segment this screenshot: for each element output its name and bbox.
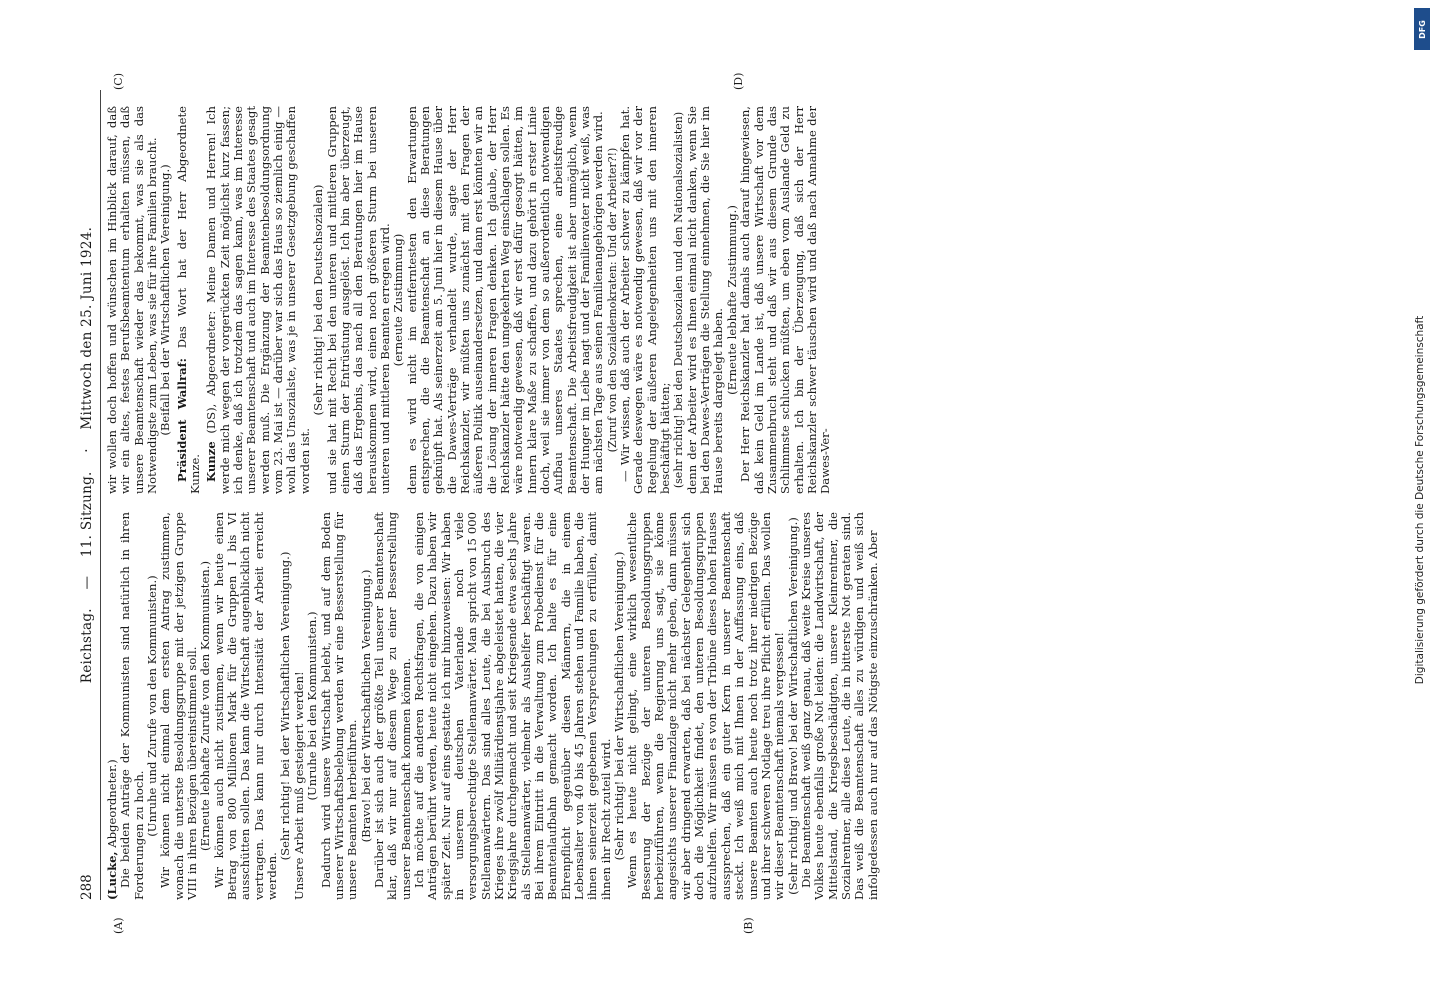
running-title: Reichstag. — 11. Sitzung. · Mittwoch den 25. Juni 1924. <box>79 226 95 684</box>
margin-mark-a: (A) <box>112 917 125 934</box>
header-left: Reichstag. <box>79 608 95 684</box>
paragraph-text: Wir können auch nicht zustimmen, wenn wir heute einen Betrag von 800 Millionen Mark für die Gruppen I bis VI ausschütten sollen. Das kann die Wirtschaft augenblicklich nicht vertragen. Das kann nur durch Intensität der Arbeit erreicht werden. <box>211 512 280 900</box>
speaker-name: (Lucke, <box>105 851 119 900</box>
paragraph-text: (Zuruf von den Sozialdemokraten: Und der Arbeiter?!) <box>605 147 619 453</box>
page-number: 288 <box>79 874 95 900</box>
paragraph-text: Wenn es heute nicht gelingt, eine wirklich wesentliche Besserung der Bezüge der unteren Besoldungsgruppen herbeizuführen, wenn die Regierung uns sagt, sie könne angesichts unserer Finanzlage nicht mehr geben, dann müssen wir aber dringend erwarten, daß bei nächster Gelegenheit sich doch die Möglichkeit findet, den unteren Besoldungsgruppen aufzuhelfen. Wir müssen es von der Tribüne dieses hohen Hauses aussprechen, daß ein guter Kern in unserer Beamtenschaft steckt. Ich weiß mich mit Ihnen in der Auffassung eins, daß unsere Beamten auch heute noch trotz ihrer niedrigen Bezüge und ihrer schweren Notlage treu ihre Pflicht erfüllen. Das wollen wir dieser Beamtenschaft niemals vergessen! <box>625 512 787 900</box>
paragraph <box>159 512 199 900</box>
interjection <box>787 512 800 900</box>
interjection <box>279 512 292 900</box>
paragraph-text: (Unruhe bei den Kommunisten.) <box>305 611 320 801</box>
paragraph <box>176 106 203 494</box>
paragraph <box>320 512 360 900</box>
interjection <box>613 512 626 900</box>
margin-mark-d: (D) <box>732 72 745 90</box>
paragraph <box>293 512 306 900</box>
paragraph <box>406 106 606 494</box>
interjection <box>726 106 739 494</box>
paragraph-text: (Sehr richtig! bei den Deutschsozialen) <box>311 184 326 416</box>
paragraph <box>626 512 786 900</box>
rotated-page <box>72 60 1362 940</box>
paragraph <box>213 512 280 900</box>
paragraph <box>205 106 312 494</box>
interjection <box>392 106 405 494</box>
paragraph <box>619 106 672 494</box>
paragraph-text: Unsere Arbeit muß gesteigert werden! <box>291 671 306 900</box>
page-header <box>76 90 98 900</box>
left-column <box>106 512 880 900</box>
paragraph-text: Darüber ist sich auch der größte Teil unserer Beamtenschaft klar, daß wir nur auf diesem Wege zu einer Besserstellung unserer Beamtenschaft kommen können. <box>371 512 413 900</box>
paragraph-text: Dadurch wird unsere Wirtschaft belebt, und auf dem Boden unserer Wirtschaftsbelebung werden wir eine Besserstellung für unsere Beamten herbeiführen. <box>318 512 360 900</box>
interjection <box>199 512 212 900</box>
paragraph-text: — Wir wissen, daß auch der Arbeiter schwer zu kämpfen hat. Gerade deswegen wäre es notwendig gewesen, daß wir vor der Regelung der äußeren Angelegenheiten uns mit den inneren beschäftigt hätten; <box>618 106 673 494</box>
interjection <box>672 106 685 494</box>
margin-mark-c: (C) <box>112 73 125 90</box>
speaker-name: Kunze <box>204 441 219 482</box>
interjection <box>312 106 325 494</box>
paragraph-text: wir wollen doch hoffen und wünschen im Hinblick darauf, daß wir ein altes, festes Berufsbeamtentum erhalten müssen, daß unsere Beamtenschaft wieder das bekommt, was sie als das Notwendigste zum Leben, was sie für ihre Familien braucht. <box>105 106 160 494</box>
paragraph-text: (Erneute lebhafte Zustimmung.) <box>724 205 739 395</box>
paragraph <box>119 512 146 900</box>
paragraph-text: denn der Arbeiter wird es Ihnen einmal nicht danken, wenn Sie bei den Dawes-Verträgen die Stellung einnehmen, die Sie hier im Hause bereits dargelegt haben. <box>684 106 726 494</box>
paragraph-text: und sie hat mit Recht bei den unteren und mittleren Gruppen einen Sturm der Entrüstung ausgelöst. Ich bin aber überzeugt, daß das Ergebnis, das nach all den Beratungen hier im Hause herauskommen wird, einen noch größeren Sturm bei unseren unteren und mittleren Beamten erregen wird. <box>324 106 392 494</box>
paragraph-text: (DS), Abgeordneter: Meine Damen und Herren! Ich werde mich wegen der vorgerückten Zeit möglichst kurz fassen; ich denke, daß ich trotzdem das sagen kann, was im Interesse unserer Beamtenschaft und auch im Interesse des Staates gesagt werden muß. Die Ergänzung der Beamtenbesoldungsordnung vom 23. Mai ist — darüber war sich das Haus so ziemlich einig — wohl das Unsozialste, was je in unserer Gesetzgebung geschaffen worden ist. <box>204 106 312 494</box>
paragraph <box>373 512 413 900</box>
paragraph <box>106 512 119 900</box>
paragraph-text: Die beiden Anträge der Kommunisten sind natürlich in ihren Forderungen zu hoch. <box>118 512 146 900</box>
interjection <box>360 512 373 900</box>
paragraph-text: denn es wird nicht im entferntesten den Erwartungen entsprechen, die die Beamtenschaft an diese Beratungen geknüpft hat. Als seinerzeit am 5. Juni hier in diesem Hause über die Dawes-Verträge verhandelt wurde, sagte der Herr Reichskanzler, wir müßten uns zunächst mit den Fragen der äußeren Politik auseinandersetzen, und dann erst könnten wir an die Lösung der inneren Fragen denken. Ich glaube, der Herr Reichskanzler hätte den umgekehrten Weg einschlagen sollen. Es wäre notwendig gewesen, daß wir erst dafür gesorgt hätten, im Innern klare Maße zu schaffen, und dazu gehört in erster Linie doch, weil sie immer von dem so außerordentlich notwendigen Aufbau unseres Staates sprechen, eine arbeitsfreudige Beamtenschaft. Die Arbeitsfreudigkeit ist aber unmöglich, wenn der Hunger im Leibe nagt und der Familienvater nicht weiß, was am nächsten Tage aus seinen Familienangehörigen werden wird. <box>404 106 606 494</box>
paragraph-text: (sehr richtig! bei den Deutschsozialen und den Nationalsozialisten) <box>672 111 686 489</box>
header-rule <box>100 90 101 900</box>
paragraph <box>106 106 159 494</box>
paragraph-text: (Sehr richtig! bei der Wirtschaftlichen Vereinigung.) <box>612 551 627 861</box>
digitization-text: Digitalisierung gefördert durch die Deutsche Forschungsgemeinschaft <box>1414 315 1427 685</box>
interjection <box>146 512 159 900</box>
margin-mark-b: (B) <box>742 917 755 934</box>
paragraph-text: (Erneute lebhafte Zurufe von den Kommunisten.) <box>198 561 213 851</box>
dfg-logo: DFG <box>1414 8 1430 50</box>
paragraph-text: Der Herr Reichskanzler hat damals auch darauf hingewiesen, daß kein Geld im Lande ist, daß unsere Wirtschaft vor dem Zusammenbruch steht und daß wir aus diesem Grunde das Schlimmste schlucken müßten, um eben vom Auslande Geld zu erhalten. Ich bin der Überzeugung, daß sich der Herr Reichskanzler schwer täuschen wird und daß nach Annahme der Dawes-Ver- <box>738 106 833 494</box>
paragraph-text: (Unruhe und Zurufe von den Kommunisten.) <box>145 575 160 837</box>
digitization-notice <box>1408 0 1432 1000</box>
paragraph <box>686 106 726 494</box>
interjection <box>606 106 619 494</box>
header-middle: 11. Sitzung. <box>79 471 95 558</box>
speaker-name: Präsident Wallraf: <box>174 358 189 482</box>
header-right: Mittwoch den 25. Juni 1924. <box>79 226 95 430</box>
paragraph-text: (Bravo! bei der Wirtschaftlichen Vereinigung.) <box>358 569 373 843</box>
paragraph-text: (Sehr richtig! und Bravo! bei der Wirtschaftlichen Vereinigung.) <box>785 517 800 895</box>
paragraph-text: (Beifall bei der Wirtschaftlichen Vereinigung.) <box>158 164 173 436</box>
paragraph-text: Ich möchte auf die anderen Rechtsfragen, die von einigen Anträgen berührt werden, heute nicht eingehen. Dazu haben wir später Zeit. Nur auf eins gestatte ich mir hinzuweisen: Wir haben in unserem deutschen Vaterlande noch viele versorgungsberechtigte Stellenanwärter. Man spricht von 15 000 Stellenanwärtern. Das sind alles Leute, die bei Ausbruch des Krieges ihre zwölf Militärdienstjahre abgeleistet hatten, die vier Kriegsjahre durchgemacht und seit Kriegsende etwa sechs Jahre als Stellenanwärter, vielmehr als Aushelfer beschäftigt waren. Bei ihrem Eintritt in die Verwaltung zum Probedienst für die Beamtenlaufbahn gemacht worden. Ich halte es für eine Ehrenpflicht gegenüber diesen Männern, die in einem Lebensalter von 40 bis 45 Jahren stehen und Familie haben, die ihnen seinerzeit gegebenen Versprechungen zu erfüllen, damit ihnen ihr Recht zuteil wird. <box>411 512 613 900</box>
paragraph-text: Das Wort hat der Herr Abgeordnete Kunze. <box>174 106 203 494</box>
interjection <box>159 106 172 494</box>
paragraph-text: (Sehr richtig! bei der Wirtschaftlichen Vereinigung.) <box>278 551 293 861</box>
paragraph-text: Die Beamtenschaft weiß ganz genau, daß weite Kreise unseres Volkes heute ebenfalls große Not leiden: die Landwirtschaft, der Mittelstand, die Kriegsbeschädigten, unsere Kleinrentner, die Sozialrentner, alle diese Leute, die in bitterste Not geraten sind. Das weiß die Beamtenschaft alles zu würdigen und weiß sich infolgedessen auch nur auf das Nötigste einzuschränken. Aber <box>798 512 880 900</box>
right-column <box>106 106 833 494</box>
paragraph-text: Abgeordneter.) <box>105 759 119 852</box>
paragraph <box>739 106 832 494</box>
paragraph-text: (erneute Zustimmung) <box>391 233 406 367</box>
paragraph <box>800 512 880 900</box>
paragraph-text: Wir können nicht einmal dem ersten Antrag zustimmen, wonach die unterste Besoldungsgruppe mit der jetzigen Gruppe VIII in ihren Bezügen übereinstimmen soll. <box>158 512 200 900</box>
interjection <box>306 512 319 900</box>
paragraph <box>413 512 613 900</box>
paragraph <box>326 106 393 494</box>
